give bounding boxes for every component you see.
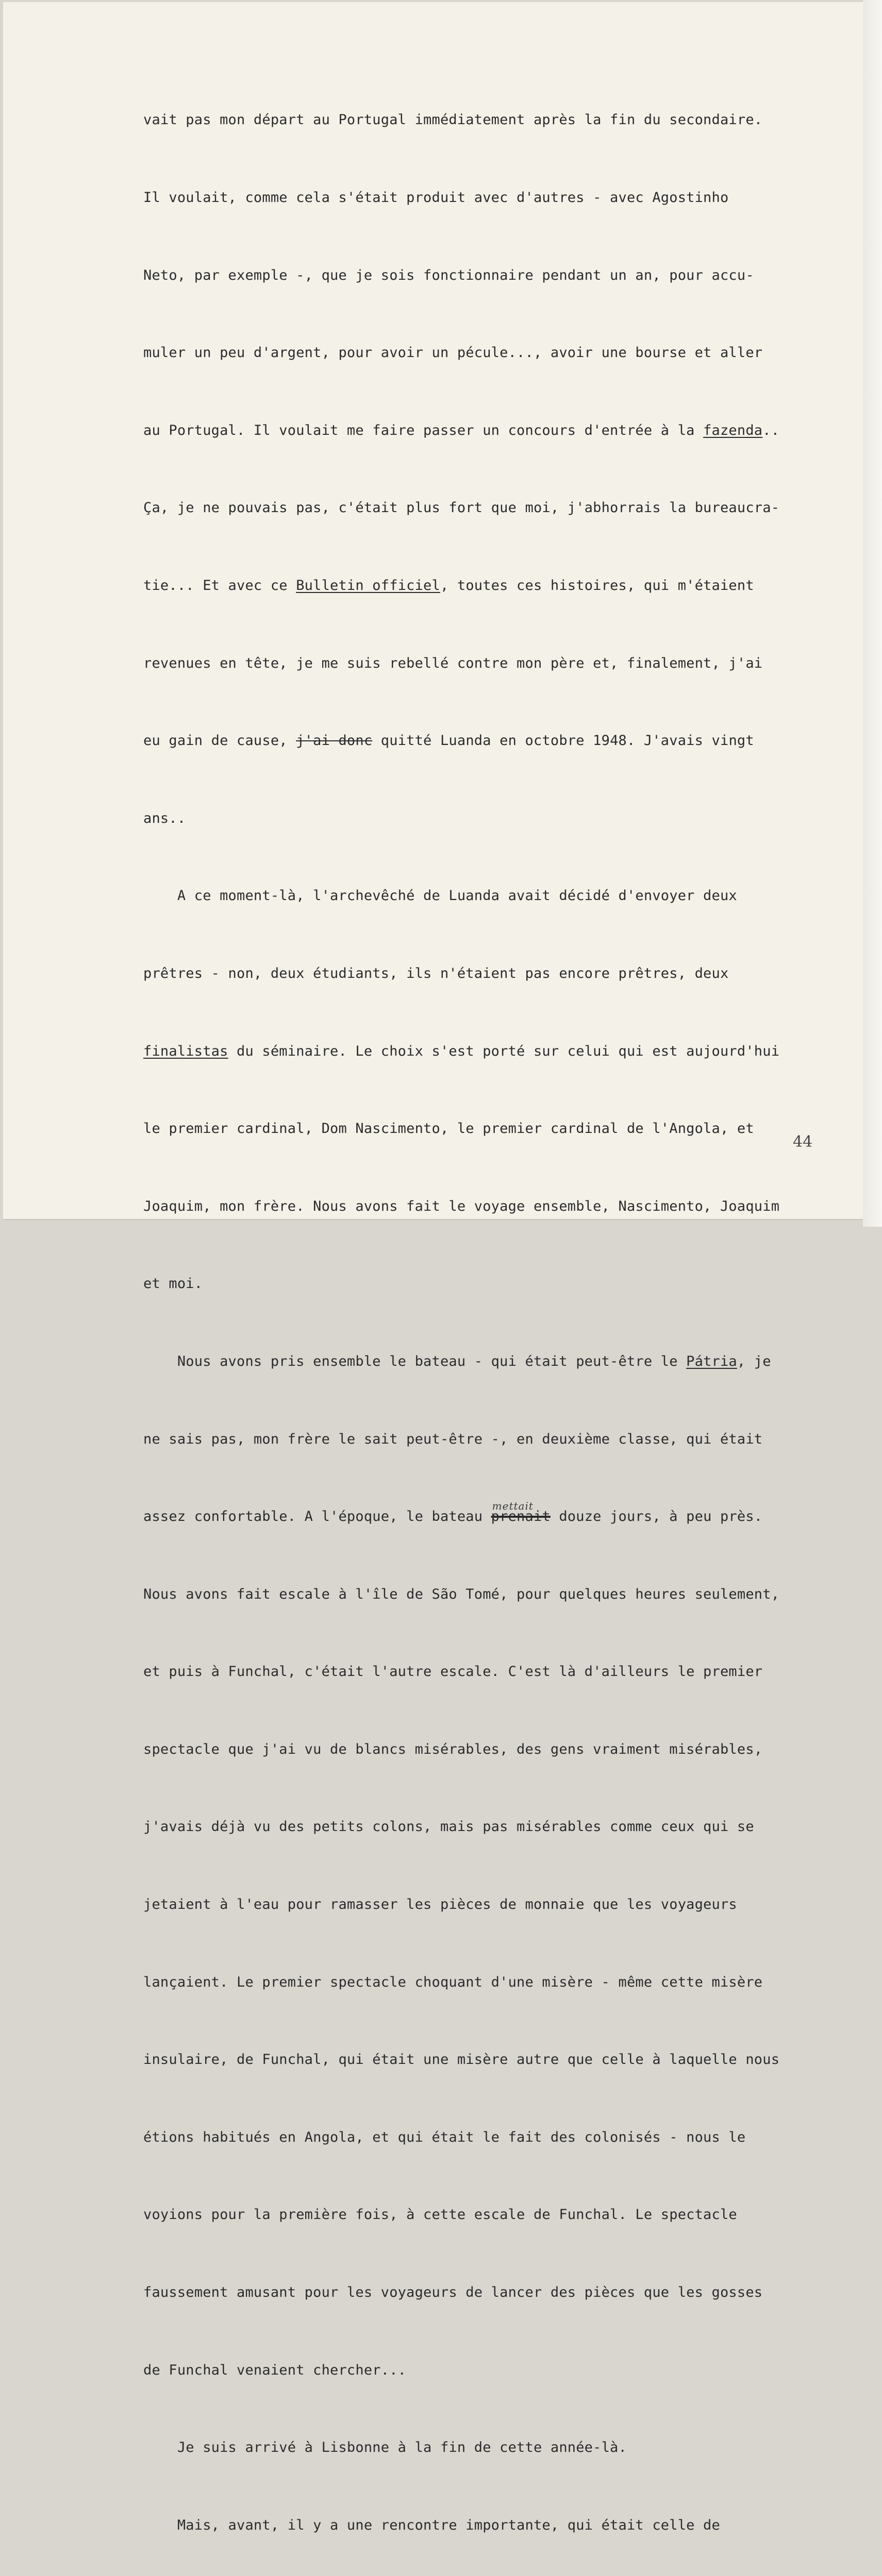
text-line: tie... Et avec ce Bulletin officiel, toutes ces histoires, qui m'étaient (143, 577, 754, 594)
text-line: A ce moment-là, l'archevêché de Luanda avait décidé d'envoyer deux (143, 888, 737, 904)
text-line: voyions pour la première fois, à cette escale de Funchal. Le spectacle (143, 2207, 737, 2223)
text-line: finalistas du séminaire. Le choix s'est porté sur celui qui est aujourd'hui (143, 1043, 780, 1059)
text-line: prêtres - non, deux étudiants, ils n'étaient pas encore prêtres, deux (143, 965, 729, 981)
text-line: Joaquim, mon frère. Nous avons fait le voyage ensemble, Nascimento, Joaquim (143, 1198, 780, 1214)
text-line: eu gain de cause, j'ai donc quitté Luanda en octobre 1948. J'avais vingt (143, 733, 754, 749)
page-number: 44 (793, 1133, 813, 1151)
typed-text (143, 56, 834, 2576)
handwritten-word: mettait (492, 1500, 534, 1513)
text-line: au Portugal. Il voulait me faire passer un concours d'entrée à la fazenda.. (143, 422, 780, 438)
text-line: revenues en tête, je me suis rebellé contre mon père et, finalement, j'ai (143, 655, 763, 671)
underlined-word: fazenda (703, 422, 763, 438)
text-line: lançaient. Le premier spectacle choquant d'une misère - même cette misère (143, 1974, 763, 1990)
text-line: jetaient à l'eau pour ramasser les pièces de monnaie que les voyageurs (143, 1896, 737, 1913)
text-line: muler un peu d'argent, pour avoir un pécule..., avoir une bourse et aller (143, 345, 763, 361)
text-line: vait pas mon départ au Portugal immédiatement après la fin du secondaire. (143, 112, 763, 128)
text-line: et moi. (143, 1276, 203, 1292)
document-page (3, 2, 863, 2533)
handwritten-correction (491, 1500, 551, 1525)
text-line: j'avais déjà vu des petits colons, mais pas misérables comme ceux qui se (143, 1819, 754, 1835)
text-line: insulaire, de Funchal, qui était une misère autre que celle à laquelle nous (143, 2052, 780, 2068)
text-line: Ça, je ne pouvais pas, c'était plus fort que moi, j'abhorrais la bureaucra- (143, 500, 780, 516)
text-line: Neto, par exemple -, que je sois fonctionnaire pendant un an, pour accu- (143, 267, 754, 283)
text-line: et puis à Funchal, c'était l'autre escale. C'est là d'ailleurs le premier (143, 1664, 763, 1680)
text-line: ne sais pas, mon frère le sait peut-être -, en deuxième classe, qui était (143, 1431, 763, 1447)
text-line: Je suis arrivé à Lisbonne à la fin de cette année-là. (143, 2439, 627, 2456)
text-line: Nous avons fait escale à l'île de São Tomé, pour quelques heures seulement, (143, 1586, 780, 1602)
struck-text: prenait (491, 1509, 551, 1525)
text-line: Nous avons pris ensemble le bateau - qui était peut-être le Pátria, je (143, 1353, 771, 1369)
underlined-word: Pátria (686, 1353, 737, 1369)
text-line: faussement amusant pour les voyageurs de lancer des pièces que les gosses (143, 2284, 763, 2301)
scan-edge (863, 0, 882, 1227)
text-line: le premier cardinal, Dom Nascimento, le premier cardinal de l'Angola, et (143, 1121, 754, 1137)
text-line: ans.. (143, 810, 186, 826)
underlined-word: Bulletin officiel (296, 577, 440, 594)
text-line: étions habitués en Angola, et qui était le fait des colonisés - nous le (143, 2129, 746, 2145)
struck-text: j'ai donc (296, 733, 373, 749)
underlined-word: finalistas (143, 1043, 228, 1059)
text-line: de Funchal venaient chercher... (143, 2362, 407, 2378)
text-line: spectacle que j'ai vu de blancs misérables, des gens vraiment misérables, (143, 1741, 763, 1757)
text-line: Mais, avant, il y a une rencontre importante, qui était celle de (143, 2517, 720, 2533)
text-line: assez confortable. A l'époque, le bateau mettait prenait douze jours, à peu près. (143, 1504, 834, 1530)
text-line: Il voulait, comme cela s'était produit avec d'autres - avec Agostinho (143, 190, 729, 206)
